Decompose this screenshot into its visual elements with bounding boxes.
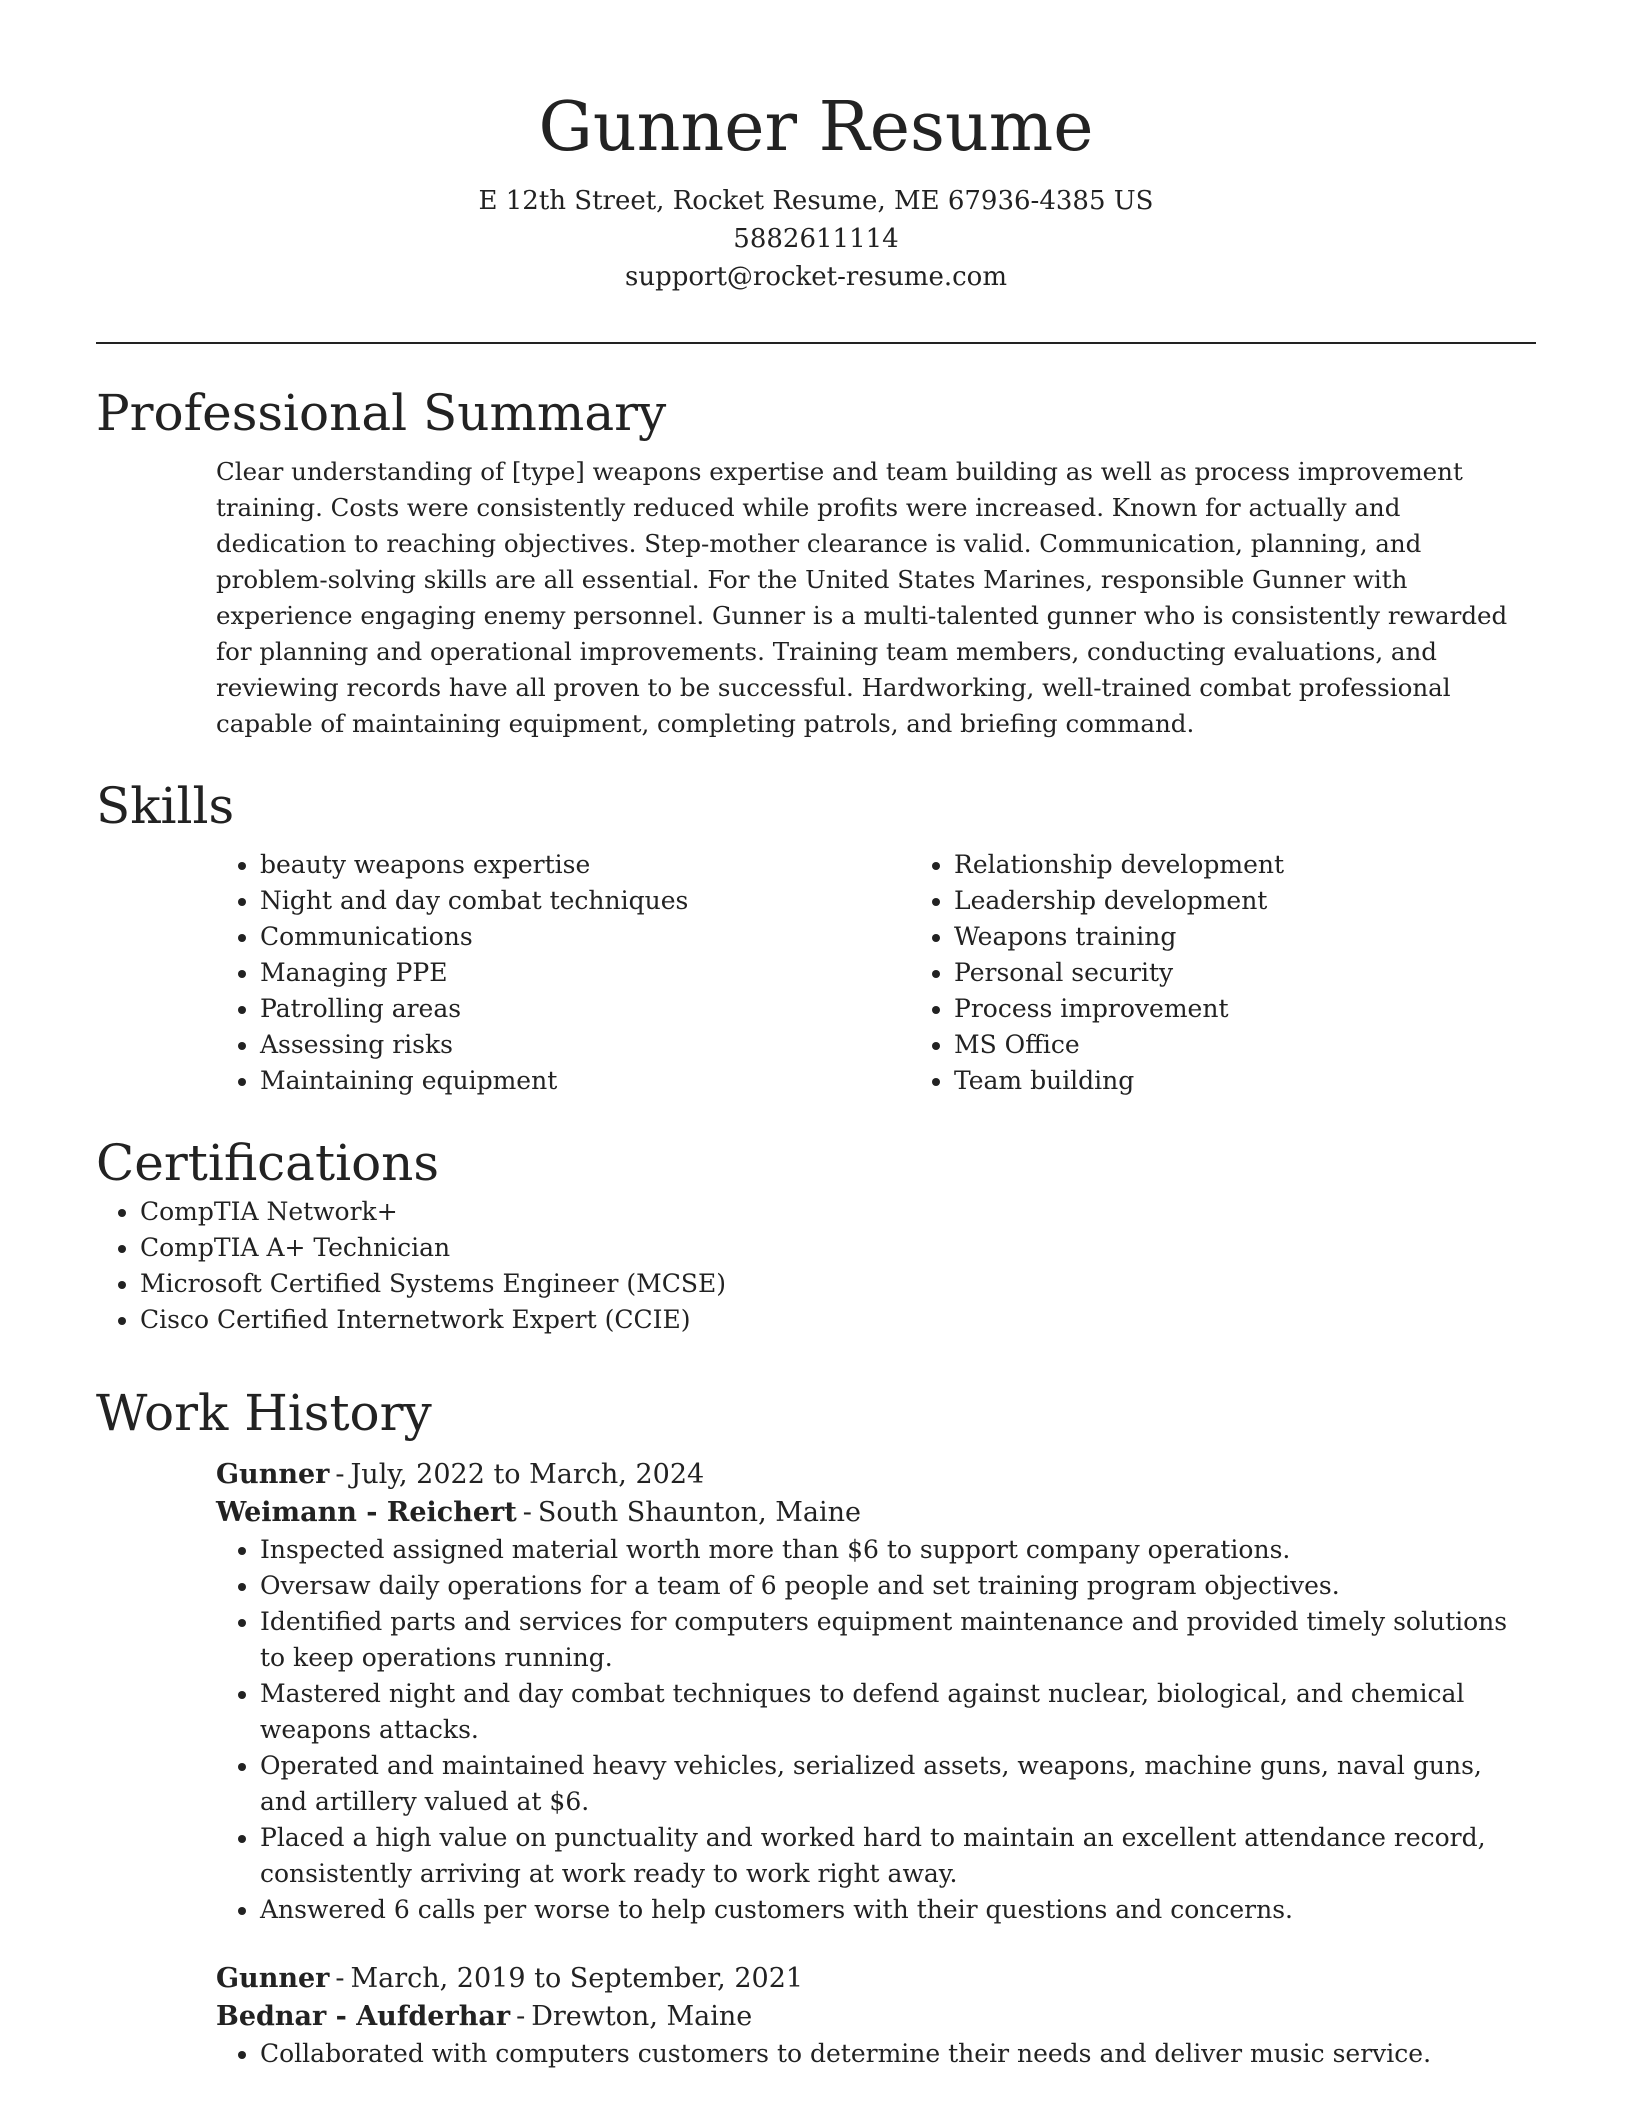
job-dates: July, 2022 to March, 2024 bbox=[350, 1459, 705, 1490]
work-history-heading: Work History bbox=[96, 1384, 432, 1442]
job-company: Bednar - Aufderhar bbox=[216, 2001, 511, 2032]
certification-item: • Microsoft Certified Systems Engineer (MCSE) bbox=[140, 1266, 1460, 1302]
skills-columns bbox=[216, 847, 1536, 1099]
skill-item: • Team building bbox=[954, 1063, 1604, 1099]
job-title: Gunner bbox=[216, 1963, 330, 1994]
job-duty: • Collaborated with computers customers to determine their needs and deliver music service. bbox=[260, 2036, 1536, 2072]
job-duty: • Mastered night and day combat techniques to defend against nuclear, biological, and chemical weapons attacks. bbox=[260, 1676, 1536, 1748]
job-company-line bbox=[216, 1998, 1536, 2036]
resume-header bbox=[0, 78, 1632, 296]
header-divider bbox=[96, 342, 1536, 344]
skill-item: • Leadership development bbox=[954, 883, 1604, 919]
separator: - bbox=[516, 2001, 526, 2032]
summary-section bbox=[96, 382, 1536, 742]
skills-section bbox=[96, 775, 1536, 1099]
certification-item: • Cisco Certified Internetwork Expert (CCIE) bbox=[140, 1302, 1460, 1338]
skill-item: • Maintaining equipment bbox=[260, 1063, 910, 1099]
skill-item: • MS Office bbox=[954, 1027, 1604, 1063]
job-duties-list bbox=[216, 2036, 1536, 2072]
candidate-name: Gunner Resume bbox=[538, 88, 1094, 167]
job-company: Weimann - Reichert bbox=[216, 1497, 517, 1528]
job-duties-list bbox=[216, 1532, 1536, 1928]
job-duty: • Inspected assigned material worth more than $6 to support company operations. bbox=[260, 1532, 1536, 1568]
job-duty: • Identified parts and services for computers equipment maintenance and provided timely solutions to keep operations running. bbox=[260, 1604, 1536, 1676]
job-entry bbox=[216, 1456, 1536, 1928]
summary-text: Clear understanding of [type] weapons expertise and team building as well as process improvement training. Costs were consistently reduced while profits were increased. Known for actually and dedication to reaching objectives. Step-mother clearance is valid. Communication, planning, and problem-solving skills are all essential. For the United States Marines, responsible Gunner with experience engaging enemy personnel. Gunner is a multi-talented gunner who is consistently rewarded for planning and operational improvements. Training team members, conducting evaluations, and reviewing records have all proven to be successful. Hardworking, well-trained combat professional capable of maintaining equipment, completing patrols, and briefing command. bbox=[216, 457, 1508, 738]
certification-item: • CompTIA A+ Technician bbox=[140, 1230, 1460, 1266]
job-entry bbox=[216, 1960, 1536, 2072]
skills-list-right bbox=[910, 847, 1604, 1099]
job-title: Gunner bbox=[216, 1459, 330, 1490]
skills-list-left bbox=[216, 847, 910, 1099]
separator: - bbox=[522, 1497, 532, 1528]
job-duty: • Operated and maintained heavy vehicles, serialized assets, weapons, machine guns, naval guns, and artillery valued at $6. bbox=[260, 1748, 1536, 1820]
skill-item: • Communications bbox=[260, 919, 910, 955]
job-company-line bbox=[216, 1494, 1536, 1532]
skills-heading: Skills bbox=[96, 777, 235, 835]
skill-item: • Weapons training bbox=[954, 919, 1604, 955]
job-duty: • Oversaw daily operations for a team of 6 people and set training program objectives. bbox=[260, 1568, 1536, 1604]
skill-item: • Night and day combat techniques bbox=[260, 883, 910, 919]
job-duty: • Placed a high value on punctuality and worked hard to maintain an excellent attendance record, consistently arriving at work ready to work right away. bbox=[260, 1820, 1536, 1892]
certifications-section bbox=[96, 1132, 1536, 1338]
address: E 12th Street, Rocket Resume, ME 67936-4385 US bbox=[478, 186, 1154, 216]
separator: - bbox=[335, 1963, 345, 1994]
work-history-section bbox=[96, 1382, 1536, 2072]
skill-item: • Managing PPE bbox=[260, 955, 910, 991]
skill-item: • Patrolling areas bbox=[260, 991, 910, 1027]
phone: 5882611114 bbox=[733, 224, 899, 254]
certifications-heading: Certifications bbox=[96, 1134, 440, 1192]
job-dates: March, 2019 to September, 2021 bbox=[350, 1963, 804, 1994]
certifications-list bbox=[96, 1194, 1460, 1338]
job-location: South Shaunton, Maine bbox=[537, 1497, 861, 1528]
skill-item: • Process improvement bbox=[954, 991, 1604, 1027]
job-duty: • Answered 6 calls per worse to help customers with their questions and concerns. bbox=[260, 1892, 1536, 1928]
skill-item: • Assessing risks bbox=[260, 1027, 910, 1063]
skill-item: • Personal security bbox=[954, 955, 1604, 991]
separator: - bbox=[335, 1459, 345, 1490]
summary-heading: Professional Summary bbox=[96, 384, 667, 442]
skill-item: • Relationship development bbox=[954, 847, 1604, 883]
job-title-line bbox=[216, 1456, 1536, 1494]
skill-item: • beauty weapons expertise bbox=[260, 847, 910, 883]
job-title-line bbox=[216, 1960, 1536, 1998]
email: support@rocket-resume.com bbox=[624, 262, 1007, 292]
job-location: Drewton, Maine bbox=[531, 2001, 753, 2032]
certification-item: • CompTIA Network+ bbox=[140, 1194, 1460, 1230]
